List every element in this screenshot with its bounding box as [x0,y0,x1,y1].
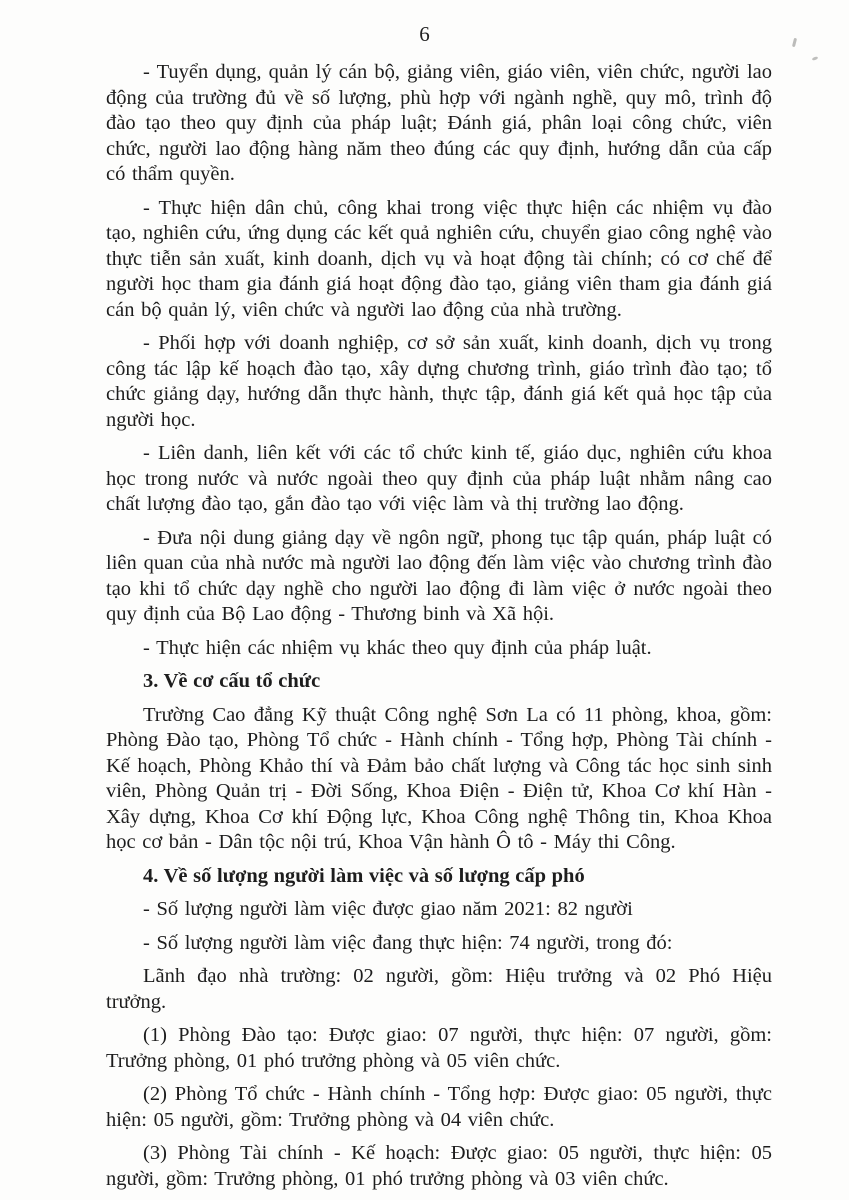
paragraph-dept-admin: (2) Phòng Tổ chức - Hành chính - Tổng hợp: Được giao: 05 người, thực hiện: 05 người, gồm: Trưởng phòng và 04 viên chức. [106,1083,772,1131]
section-heading-3-organization: 3. Về cơ cấu tổ chức [143,670,321,692]
paragraph-overseas-training: - Đưa nội dung giảng dạy về ngôn ngữ, phong tục tập quán, pháp luật có liên quan của nhà nước mà người lao động đến làm việc vào chương trình đào tạo khi tổ chức dạy nghề cho người lao động đi làm việc ở nước ngoài theo quy định của Bộ Lao động - Thương binh và Xã hội. [106,526,772,625]
paragraph-democracy-transparency: - Thực hiện dân chủ, công khai trong việc thực hiện các nhiệm vụ đào tạo, nghiên cứu, ứng dụng các kết quả nghiên cứu, chuyển giao công nghệ vào thực tiễn sản xuất, kinh doanh, dịch vụ và hoạt động tài chính; có cơ chế để người học tham gia đánh giá hoạt động đào tạo, giảng viên tham gia đánh giá cán bộ quản lý, viên chức và người lao động của nhà trường. [106,196,772,321]
paragraph-organization-units: Trường Cao đẳng Kỹ thuật Công nghệ Sơn La có 11 phòng, khoa, gồm: Phòng Đào tạo, Phòng Tổ chức - Hành chính - Tổng hợp, Phòng Tài chính - Kế hoạch, Phòng Khảo thí và Đảm bảo chất lượng và Công tác học sinh sinh viên, Phòng Quản trị - Đời Sống, Khoa Điện - Điện tử, Khoa Cơ khí Hàn - Xây dựng, Khoa Cơ khí Động lực, Khoa Công nghệ Thông tin, Khoa Khoa học cơ bản - Dân tộc nội trú, Khoa Vận hành Ô tô - Máy thi Công. [106,703,772,853]
paragraph-staff-current: - Số lượng người làm việc đang thực hiện: 74 người, trong đó: [143,931,673,954]
paragraph-partnership: - Liên danh, liên kết với các tổ chức kinh tế, giáo dục, nghiên cứu khoa học trong nước và nước ngoài theo quy định của pháp luật nhằm nâng cao chất lượng đào tạo, gắn đào tạo với việc làm và thị trường lao động. [106,442,772,515]
paragraph-other-duties: - Thực hiện các nhiệm vụ khác theo quy định của pháp luật. [143,636,652,659]
paragraph-school-leadership: Lãnh đạo nhà trường: 02 người, gồm: Hiệu trưởng và 02 Phó Hiệu trưởng. [106,965,772,1013]
paragraph-enterprise-cooperation: - Phối hợp với doanh nghiệp, cơ sở sản xuất, kinh doanh, dịch vụ trong công tác lập kế hoạch đào tạo, xây dựng chương trình, giáo trình đào tạo; tổ chức giảng dạy, hướng dẫn thực hành, thực tập, đánh giá kết quả học tập của người học. [106,332,772,431]
paragraph-recruitment: - Tuyển dụng, quản lý cán bộ, giảng viên, giáo viên, viên chức, người lao động của trường đủ về số lượng, phù hợp với ngành nghề, quy mô, trình độ đào tạo theo quy định của pháp luật; Đánh giá, phân loại công chức, viên chức, người lao động hàng năm theo đúng các quy định, hướng dẫn của cấp có thẩm quyền. [106,61,772,185]
scan-artifact [812,56,819,61]
document-body [106,60,772,1200]
paragraph-staff-assigned-2021: - Số lượng người làm việc được giao năm 2021: 82 người [143,898,633,920]
paragraph-dept-finance: (3) Phòng Tài chính - Kế hoạch: Được giao: 05 người, thực hiện: 05 người, gồm: Trưởng phòng, 01 phó trưởng phòng và 03 viên chức. [106,1142,772,1190]
paragraph-dept-training: (1) Phòng Đào tạo: Được giao: 07 người, thực hiện: 07 người, gồm: Trưởng phòng, 01 phó trưởng phòng và 05 viên chức. [106,1024,772,1072]
section-heading-4-staffing: 4. Về số lượng người làm việc và số lượng cấp phó [143,864,585,887]
page-number: 6 [419,22,430,46]
